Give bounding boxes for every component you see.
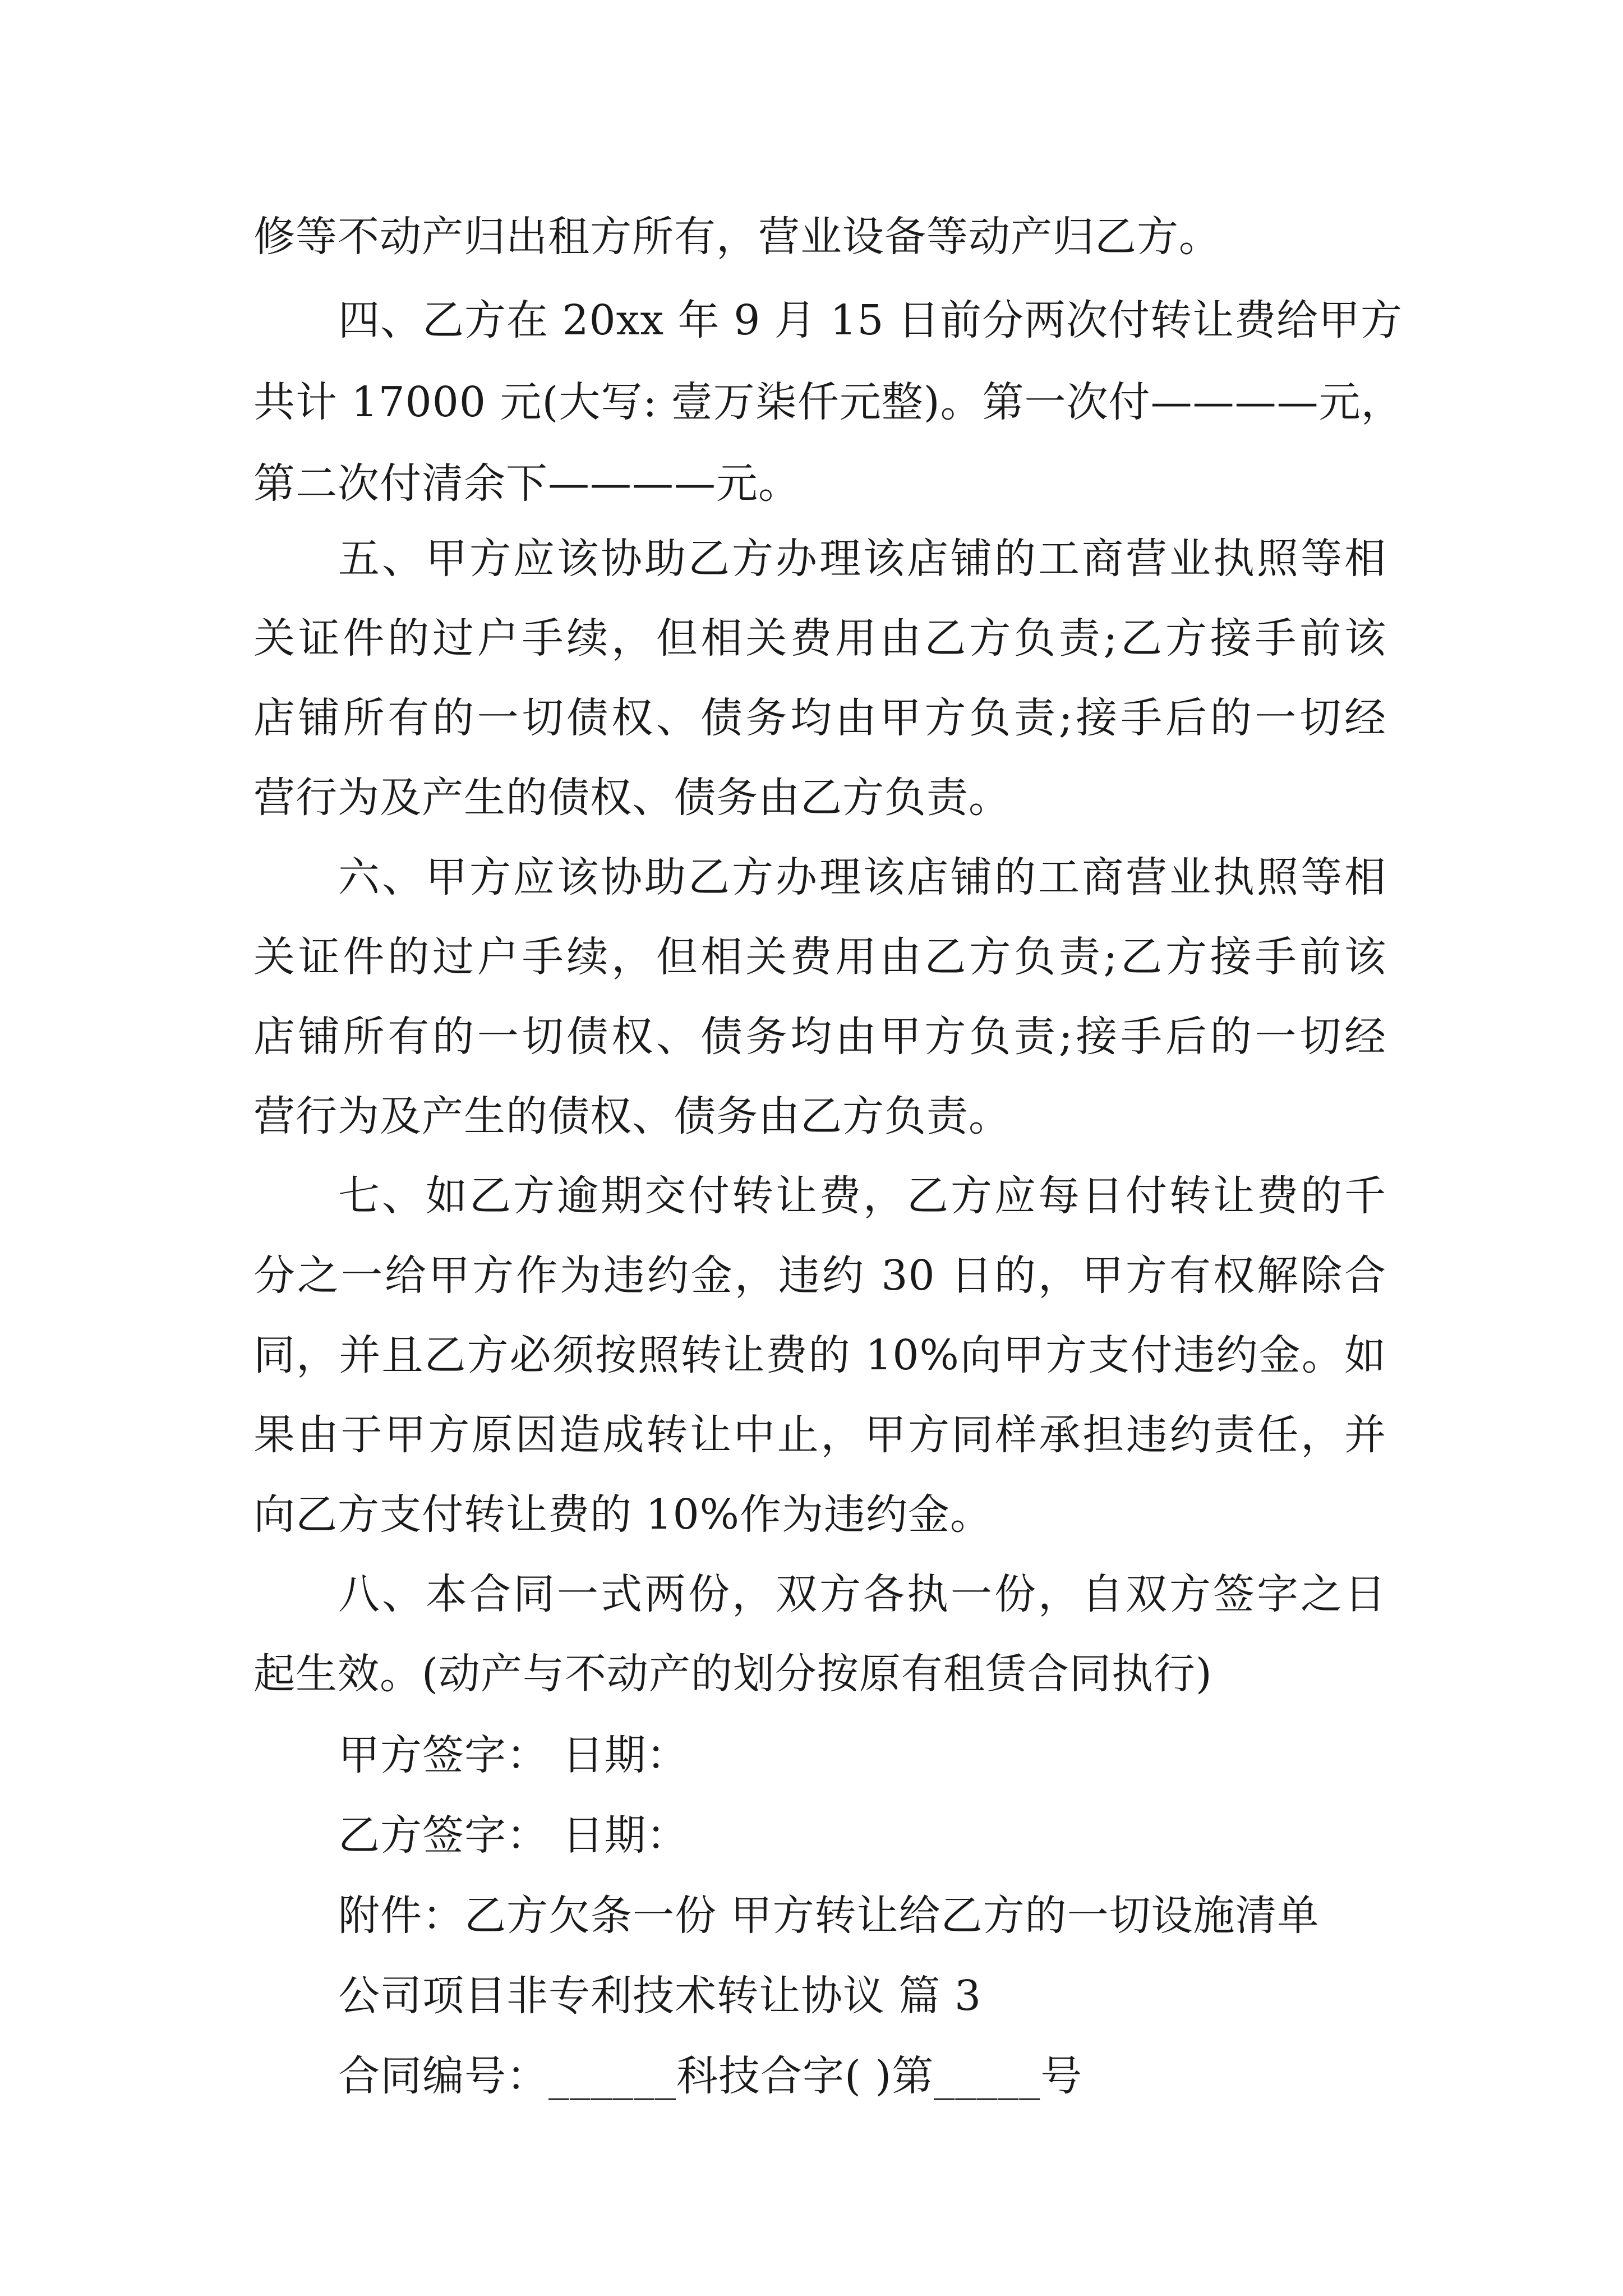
text-line: 关证件的过户手续，但相关费用由乙方负责;乙方接手前该 xyxy=(253,614,1386,662)
text-line: 店铺所有的一切债权、债务均由甲方负责;接手后的一切经 xyxy=(253,694,1386,742)
text-line: 修等不动产归出租方所有，营业设备等动产归乙方。 xyxy=(253,213,1221,261)
attachment-line: 附件：乙方欠条一份 甲方转让给乙方的一切设施清单 xyxy=(338,1892,1320,1940)
text-line: 果由于甲方原因造成转让中止，甲方同样承担违约责任，并 xyxy=(253,1411,1386,1459)
text-line: 营行为及产生的债权、债务由乙方负责。 xyxy=(253,774,1011,822)
text-line: 同，并且乙方必须按照转让费的 10%向甲方支付违约金。如 xyxy=(253,1331,1386,1379)
text-line: 六、甲方应该协助乙方办理该店铺的工商营业执照等相 xyxy=(338,853,1386,901)
text-line: 八、本合同一式两份，双方各执一份，自双方签字之日 xyxy=(338,1570,1386,1618)
text-line: 店铺所有的一切债权、债务均由甲方负责;接手后的一切经 xyxy=(253,1013,1386,1061)
text-line: 七、如乙方逾期交付转让费，乙方应每日付转让费的千 xyxy=(338,1172,1386,1220)
signature-line-party-b: 乙方签字： 日期： xyxy=(338,1811,689,1860)
text-line: 共计 17000 元(大写: 壹万柒仟元整)。第一次付————元， xyxy=(253,378,1403,426)
text-line: 关证件的过户手续，但相关费用由乙方负责;乙方接手前该 xyxy=(253,933,1386,981)
signature-line-party-a: 甲方签字： 日期： xyxy=(338,1731,689,1779)
text-line: 分之一给甲方作为违约金，违约 30 日的，甲方有权解除合 xyxy=(253,1251,1386,1300)
section-heading: 公司项目非专利技术转让协议 篇 3 xyxy=(338,1972,982,2020)
text-line: 四、乙方在 20xx 年 9 月 15 日前分两次付转让费给甲方 xyxy=(338,296,1403,344)
text-line: 向乙方支付转让费的 10%作为违约金。 xyxy=(253,1490,992,1539)
text-line: 第二次付清余下————元。 xyxy=(253,459,800,508)
text-line: 五、甲方应该协助乙方办理该店铺的工商营业执照等相 xyxy=(338,535,1386,583)
text-line: 起生效。(动产与不动产的划分按原有租赁合同执行) xyxy=(253,1650,1212,1698)
text-line: 营行为及产生的债权、债务由乙方负责。 xyxy=(253,1092,1011,1140)
contract-number-line: 合同编号：______科技合字( )第_____号 xyxy=(338,2052,1083,2100)
